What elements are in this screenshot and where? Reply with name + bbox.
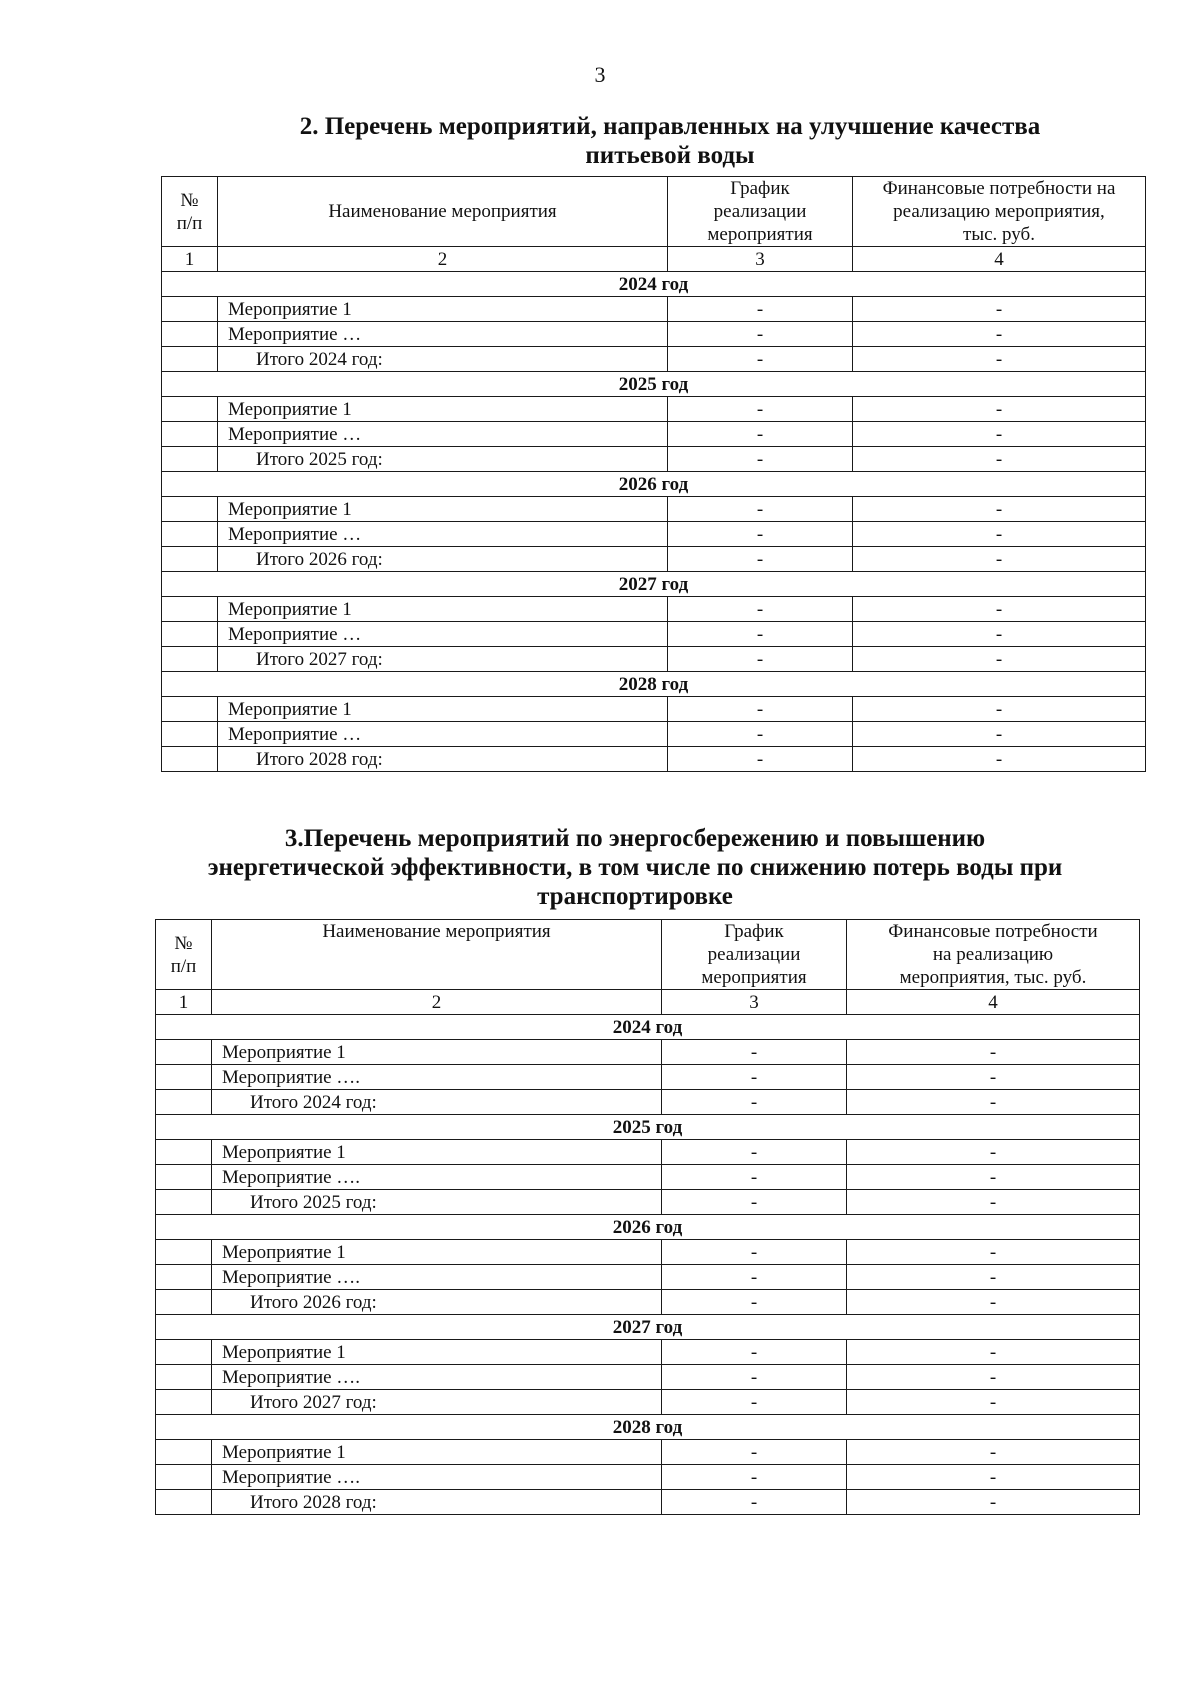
measure-name: Мероприятие …. — [212, 1465, 662, 1490]
year-label: 2028 год — [162, 672, 1146, 697]
year-label: 2025 год — [156, 1115, 1140, 1140]
row-number — [156, 1040, 212, 1065]
column-numbers-row — [162, 247, 1146, 272]
header-text-line: на реализацию — [932, 944, 1054, 965]
table-row — [162, 522, 1146, 547]
header-text-line: реализации — [707, 944, 801, 965]
table-row — [156, 1140, 1140, 1165]
total-label: Итого 2028 год: — [212, 1490, 662, 1515]
finance-value: - — [847, 1090, 1140, 1115]
schedule-value: - — [668, 622, 853, 647]
row-number — [156, 1265, 212, 1290]
header-text-line: Финансовые потребности — [888, 921, 1098, 942]
measure-name: Мероприятие 1 — [212, 1140, 662, 1165]
column-number: 2 — [212, 990, 662, 1015]
table-row — [162, 597, 1146, 622]
table-row — [162, 747, 1146, 772]
table-row — [156, 1040, 1140, 1065]
table-row — [162, 397, 1146, 422]
year-row — [162, 272, 1146, 297]
measure-name: Мероприятие 1 — [218, 697, 668, 722]
table-row — [162, 622, 1146, 647]
table-row — [156, 1190, 1140, 1215]
row-number — [156, 1390, 212, 1415]
schedule-value: - — [662, 1165, 847, 1190]
header-text-line: График — [724, 921, 784, 942]
section-title-line: питьевой воды — [585, 142, 755, 169]
table-row — [156, 1465, 1140, 1490]
schedule-value: - — [668, 297, 853, 322]
header-row — [156, 920, 1140, 990]
column-number: 2 — [218, 247, 668, 272]
schedule-value: - — [662, 1140, 847, 1165]
section-2-title — [220, 112, 1120, 170]
row-number — [156, 1190, 212, 1215]
schedule-value: - — [668, 347, 853, 372]
row-number — [162, 597, 218, 622]
year-label: 2027 год — [156, 1315, 1140, 1340]
header-text-line: № — [174, 932, 193, 954]
measure-name: Мероприятие 1 — [218, 597, 668, 622]
finance-value: - — [853, 697, 1146, 722]
year-row — [162, 372, 1146, 397]
header-text-line: мероприятия — [707, 224, 813, 245]
section-title-line: 3.Перечень мероприятий по энергосбережению и повышению — [284, 825, 986, 852]
row-number — [162, 297, 218, 322]
row-number — [156, 1490, 212, 1515]
measure-name: Мероприятие … — [218, 322, 668, 347]
total-label: Итого 2027 год: — [218, 647, 668, 672]
total-label: Итого 2024 год: — [212, 1090, 662, 1115]
column-number: 3 — [668, 247, 853, 272]
column-number: 4 — [853, 247, 1146, 272]
finance-value: - — [847, 1265, 1140, 1290]
total-label: Итого 2025 год: — [218, 447, 668, 472]
schedule-value: - — [662, 1190, 847, 1215]
finance-value: - — [847, 1065, 1140, 1090]
row-number — [162, 647, 218, 672]
measure-name: Мероприятие 1 — [218, 297, 668, 322]
table-row — [162, 347, 1146, 372]
measure-name: Мероприятие … — [218, 522, 668, 547]
header-text-line: График — [730, 178, 790, 199]
header-text-line: Финансовые потребности на — [882, 178, 1116, 199]
table-row — [156, 1290, 1140, 1315]
header-name — [218, 177, 668, 247]
table-row — [156, 1065, 1140, 1090]
row-number — [162, 722, 218, 747]
finance-value: - — [847, 1040, 1140, 1065]
table-row — [156, 1240, 1140, 1265]
column-number: 4 — [847, 990, 1140, 1015]
row-number — [162, 447, 218, 472]
schedule-value: - — [668, 497, 853, 522]
year-row — [162, 572, 1146, 597]
row-number — [162, 397, 218, 422]
section-title-line: транспортировке — [537, 883, 733, 910]
table-row — [156, 1490, 1140, 1515]
header-text-line: Наименование мероприятия — [322, 921, 551, 942]
total-label: Итого 2024 год: — [218, 347, 668, 372]
finance-value: - — [847, 1465, 1140, 1490]
year-row — [162, 472, 1146, 497]
column-number: 3 — [662, 990, 847, 1015]
schedule-value: - — [668, 647, 853, 672]
row-number — [162, 547, 218, 572]
measure-name: Мероприятие … — [218, 422, 668, 447]
header-finance — [853, 177, 1146, 247]
finance-value: - — [847, 1340, 1140, 1365]
header-text-line: п/п — [170, 955, 197, 977]
header-text-line: № — [180, 189, 199, 211]
schedule-value: - — [662, 1465, 847, 1490]
year-row — [162, 672, 1146, 697]
table-row — [156, 1365, 1140, 1390]
column-number: 1 — [156, 990, 212, 1015]
schedule-value: - — [668, 522, 853, 547]
row-number — [156, 1340, 212, 1365]
finance-value: - — [853, 297, 1146, 322]
year-row — [156, 1415, 1140, 1440]
year-row — [156, 1115, 1140, 1140]
row-number — [156, 1065, 212, 1090]
row-number — [162, 497, 218, 522]
column-number: 1 — [162, 247, 218, 272]
finance-value: - — [853, 647, 1146, 672]
measure-name: Мероприятие …. — [212, 1165, 662, 1190]
finance-value: - — [847, 1140, 1140, 1165]
header-text-line: Наименование мероприятия — [328, 201, 557, 222]
schedule-value: - — [668, 447, 853, 472]
measure-name: Мероприятие … — [218, 722, 668, 747]
schedule-value: - — [668, 722, 853, 747]
table-row — [162, 322, 1146, 347]
finance-value: - — [853, 397, 1146, 422]
measure-name: Мероприятие 1 — [218, 397, 668, 422]
total-label: Итого 2027 год: — [212, 1390, 662, 1415]
schedule-value: - — [668, 397, 853, 422]
measure-name: Мероприятие …. — [212, 1365, 662, 1390]
finance-value: - — [847, 1365, 1140, 1390]
schedule-value: - — [662, 1340, 847, 1365]
year-row — [156, 1015, 1140, 1040]
header-number — [162, 177, 218, 247]
finance-value: - — [853, 497, 1146, 522]
measure-name: Мероприятие 1 — [212, 1340, 662, 1365]
schedule-value: - — [668, 747, 853, 772]
total-label: Итого 2025 год: — [212, 1190, 662, 1215]
row-number — [156, 1090, 212, 1115]
finance-value: - — [847, 1290, 1140, 1315]
schedule-value: - — [662, 1040, 847, 1065]
section-title-line: 2. Перечень мероприятий, направленных на улучшение качества — [299, 113, 1041, 140]
schedule-value: - — [662, 1365, 847, 1390]
finance-value: - — [853, 547, 1146, 572]
header-text-line: реализацию мероприятия, — [893, 201, 1105, 222]
measure-name: Мероприятие 1 — [212, 1240, 662, 1265]
table-row — [156, 1265, 1140, 1290]
schedule-value: - — [662, 1090, 847, 1115]
schedule-value: - — [662, 1290, 847, 1315]
row-number — [162, 747, 218, 772]
header-row — [162, 177, 1146, 247]
schedule-value: - — [668, 422, 853, 447]
finance-value: - — [847, 1165, 1140, 1190]
table-row — [162, 647, 1146, 672]
measure-name: Мероприятие …. — [212, 1065, 662, 1090]
row-number — [156, 1165, 212, 1190]
row-number — [162, 622, 218, 647]
finance-value: - — [853, 422, 1146, 447]
table-row — [162, 422, 1146, 447]
measure-name: Мероприятие 1 — [218, 497, 668, 522]
header-text-line: реализации — [713, 201, 807, 222]
schedule-value: - — [662, 1265, 847, 1290]
year-label: 2028 год — [156, 1415, 1140, 1440]
section-3-title — [150, 824, 1120, 911]
year-row — [156, 1315, 1140, 1340]
row-number — [156, 1140, 212, 1165]
finance-value: - — [853, 622, 1146, 647]
header-number — [156, 920, 212, 990]
finance-value: - — [847, 1490, 1140, 1515]
year-row — [156, 1215, 1140, 1240]
finance-value: - — [847, 1240, 1140, 1265]
schedule-value: - — [668, 697, 853, 722]
table-row — [162, 297, 1146, 322]
row-number — [162, 522, 218, 547]
header-name — [212, 920, 662, 990]
finance-value: - — [847, 1190, 1140, 1215]
total-label: Итого 2026 год: — [212, 1290, 662, 1315]
schedule-value: - — [662, 1065, 847, 1090]
measures-table-water-quality — [161, 176, 1146, 772]
finance-value: - — [853, 347, 1146, 372]
schedule-value: - — [662, 1490, 847, 1515]
table-row — [162, 547, 1146, 572]
row-number — [156, 1465, 212, 1490]
section-title-line: энергетической эффективности, в том числе по снижению потерь воды при — [207, 854, 1063, 881]
page-number: 3 — [594, 62, 606, 87]
year-label: 2026 год — [162, 472, 1146, 497]
table-row — [162, 697, 1146, 722]
column-numbers-row — [156, 990, 1140, 1015]
year-label: 2027 год — [162, 572, 1146, 597]
finance-value: - — [847, 1390, 1140, 1415]
row-number — [156, 1290, 212, 1315]
table-row — [156, 1340, 1140, 1365]
table-row — [162, 447, 1146, 472]
finance-value: - — [853, 597, 1146, 622]
year-label: 2024 год — [156, 1015, 1140, 1040]
total-label: Итого 2028 год: — [218, 747, 668, 772]
row-number — [156, 1365, 212, 1390]
measure-name: Мероприятие 1 — [212, 1440, 662, 1465]
finance-value: - — [853, 322, 1146, 347]
schedule-value: - — [668, 547, 853, 572]
header-text-line: мероприятия — [701, 967, 807, 988]
header-text-line: мероприятия, тыс. руб. — [899, 967, 1087, 988]
finance-value: - — [847, 1440, 1140, 1465]
table-row — [156, 1090, 1140, 1115]
year-label: 2025 год — [162, 372, 1146, 397]
table-row — [156, 1165, 1140, 1190]
year-label: 2026 год — [156, 1215, 1140, 1240]
row-number — [162, 347, 218, 372]
table-row — [156, 1390, 1140, 1415]
header-finance — [847, 920, 1140, 990]
header-schedule — [668, 177, 853, 247]
finance-value: - — [853, 447, 1146, 472]
header-schedule — [662, 920, 847, 990]
row-number — [156, 1440, 212, 1465]
row-number — [162, 322, 218, 347]
row-number — [162, 697, 218, 722]
table-row — [162, 722, 1146, 747]
schedule-value: - — [662, 1440, 847, 1465]
schedule-value: - — [668, 322, 853, 347]
row-number — [156, 1240, 212, 1265]
measure-name: Мероприятие 1 — [212, 1040, 662, 1065]
measures-table-energy-saving — [155, 919, 1140, 1515]
table-row — [162, 497, 1146, 522]
year-label: 2024 год — [162, 272, 1146, 297]
finance-value: - — [853, 747, 1146, 772]
schedule-value: - — [662, 1390, 847, 1415]
schedule-value: - — [668, 597, 853, 622]
finance-value: - — [853, 722, 1146, 747]
finance-value: - — [853, 522, 1146, 547]
header-text-line: тыс. руб. — [963, 224, 1035, 245]
header-text-line: п/п — [176, 212, 203, 234]
row-number — [162, 422, 218, 447]
schedule-value: - — [662, 1240, 847, 1265]
measure-name: Мероприятие … — [218, 622, 668, 647]
total-label: Итого 2026 год: — [218, 547, 668, 572]
measure-name: Мероприятие …. — [212, 1265, 662, 1290]
table-row — [156, 1440, 1140, 1465]
